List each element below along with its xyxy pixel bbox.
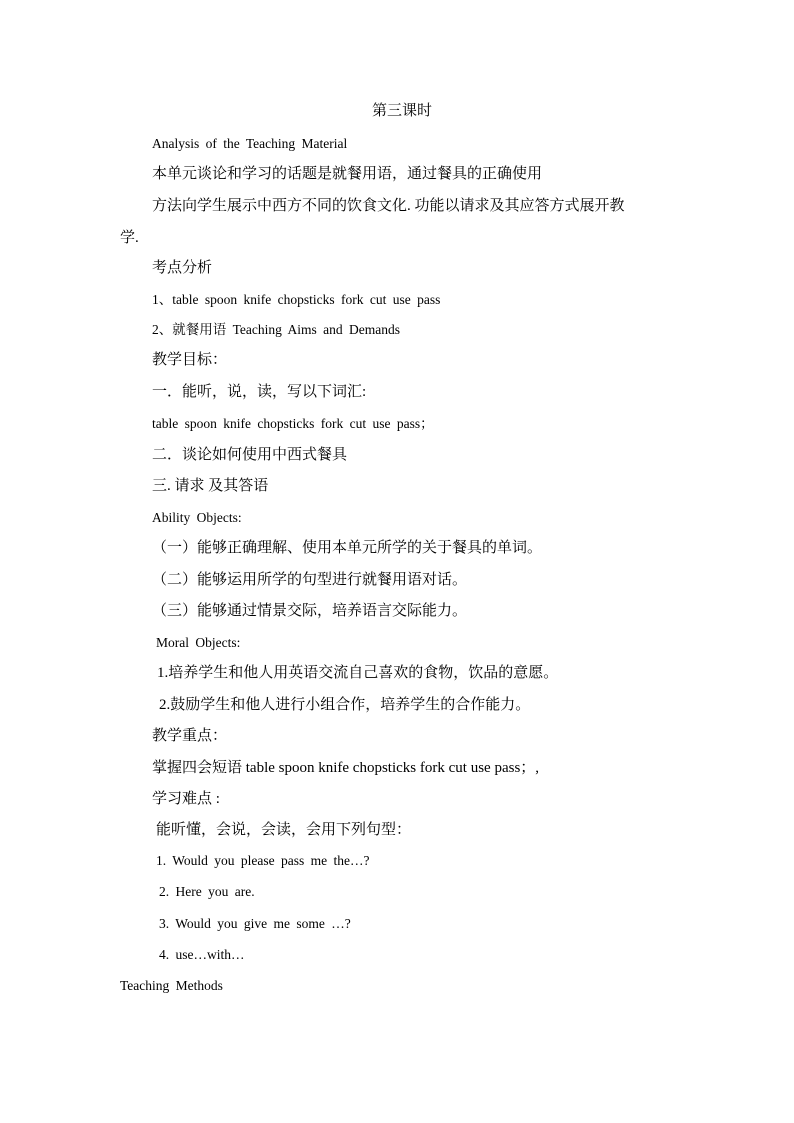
heading-teaching-goals: 教学目标： xyxy=(152,352,228,368)
sentence-pattern-1: 1. Would you please pass me the…? xyxy=(156,853,370,868)
sentence-pattern-4: 4. use…with… xyxy=(159,947,245,962)
heading-teaching-methods: Teaching Methods xyxy=(120,978,223,993)
sentence-pattern-3: 3. Would you give me some …? xyxy=(159,916,351,931)
sentence-pattern-2: 2. Here you are. xyxy=(159,884,255,899)
lesson-title: 第三课时 xyxy=(372,103,433,119)
heading-key-points: 考点分析 xyxy=(152,260,213,276)
vocab-item-1: 1、table spoon knife chopsticks fork cut use pass xyxy=(152,292,441,307)
heading-moral-objects: Moral Objects: xyxy=(156,635,241,650)
vocab-list: table spoon knife chopsticks fork cut use pass； xyxy=(152,416,434,431)
heading-learning-difficulty: 学习难点 : xyxy=(152,791,220,807)
heading-ability-objects: Ability Objects: xyxy=(152,510,242,525)
paragraph-line: 学. xyxy=(120,230,139,246)
paragraph-line: 本单元谈论和学习的话题是就餐用语，通过餐具的正确使用 xyxy=(152,166,543,182)
focus-item: 掌握四会短语 table spoon knife chopsticks fork cut use pass；, xyxy=(152,760,540,776)
vocab-item-2: 2、就餐用语 Teaching Aims and Demands xyxy=(152,322,401,337)
moral-item-2: 2.鼓励学生和他人进行小组合作，培养学生的合作能力。 xyxy=(159,697,531,713)
heading-analysis-material: Analysis of the Teaching Material xyxy=(152,136,348,151)
ability-item-2: （二）能够运用所学的句型进行就餐用语对话。 xyxy=(152,572,468,588)
moral-item-1: 1.培养学生和他人用英语交流自己喜欢的食物，饮品的意愿。 xyxy=(157,665,559,681)
ability-item-1: （一）能够正确理解、使用本单元所学的关于餐具的单词。 xyxy=(152,540,543,556)
goal-item-3: 三. 请求 及其答语 xyxy=(152,478,269,494)
heading-teaching-focus: 教学重点： xyxy=(152,728,228,744)
goal-item-2: 二．谈论如何使用中西式餐具 xyxy=(152,447,348,463)
ability-item-3: （三）能够通过情景交际，培养语言交际能力。 xyxy=(152,603,468,619)
difficulty-intro: 能听懂，会说，会读，会用下列句型： xyxy=(156,822,412,838)
goal-item-1: 一．能听，说，读，写以下词汇: xyxy=(152,384,367,400)
paragraph-line: 方法向学生展示中西方不同的饮食文化. 功能以请求及其应答方式展开教 xyxy=(152,198,625,214)
